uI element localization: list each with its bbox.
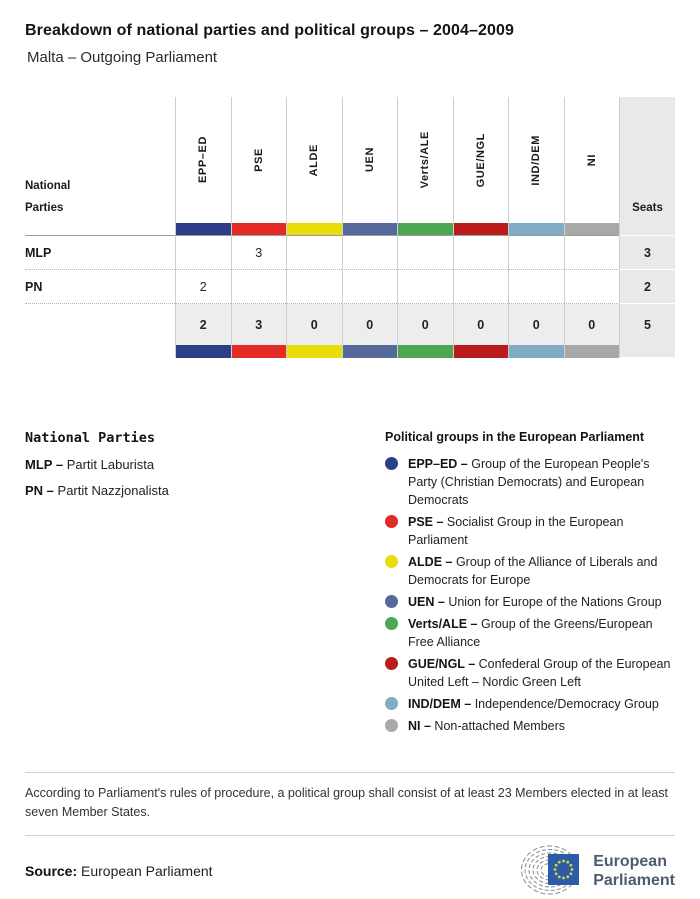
legend-item-verts-ale-name: Group of the Greens/European Free Alliance (408, 617, 653, 649)
column-header-alde-label: ALDE (308, 143, 321, 177)
legend-item-verts-ale-text (408, 615, 680, 651)
total-verts-ale: 0 (397, 304, 453, 345)
row-header-line2: Parties (25, 202, 64, 214)
cell-mlp-uen (342, 236, 398, 270)
ep-hemicycle-icon (521, 844, 585, 898)
table-row-mlp (25, 236, 675, 270)
page-title: Breakdown of national parties and political groups – 2004–2009 (25, 22, 515, 39)
legend-item-ni-name: Non-attached Members (434, 719, 566, 733)
cell-pn-pse (231, 270, 287, 304)
column-header-uen (342, 97, 398, 223)
ni-color-bar (564, 223, 620, 236)
column-header-epp-ed-label: EPP–ED (197, 136, 210, 184)
legend-item-verts-ale-abbr: Verts/ALE – (408, 617, 478, 631)
total-alde: 0 (286, 304, 342, 345)
column-header-ni-label: NI (585, 153, 598, 167)
national-parties-legend (25, 430, 385, 739)
cell-mlp-seats: 3 (619, 236, 675, 270)
seats-column-header: Seats (619, 97, 675, 223)
legend-item-gue-ngl (385, 655, 680, 691)
party-label-pn: PN (25, 270, 175, 304)
source-label: Source: (25, 863, 78, 879)
total-gue-ngl: 0 (453, 304, 509, 345)
legend-item-pse-name: Socialist Group in the European Parliament (408, 515, 624, 547)
column-header-verts-ale (397, 97, 453, 223)
source-value: European Parliament (81, 863, 213, 879)
cell-pn-epp-ed: 2 (175, 270, 231, 304)
total-ni: 0 (564, 304, 620, 345)
legend-item-mlp (25, 457, 385, 472)
uen-color-bar (342, 223, 398, 236)
ind-dem-legend-dot-icon (385, 697, 398, 710)
legend-item-alde (385, 553, 680, 589)
cell-pn-seats: 2 (619, 270, 675, 304)
cell-mlp-gue-ngl (453, 236, 509, 270)
column-header-ind-dem-label: IND/DEM (530, 134, 543, 186)
parties-groups-table (25, 97, 675, 358)
ep-logo-text (593, 852, 675, 890)
footnote-text: According to Parliament's rules of procedure, a political group shall consist of at least 23 Members elected in at least seven Member States. (25, 786, 668, 819)
gue-ngl-color-bar (453, 223, 509, 236)
ind-dem-color-bar-bottom (508, 345, 564, 358)
seats-bar-spacer-bottom (619, 345, 675, 358)
legend-item-pse-abbr: PSE – (408, 515, 444, 529)
legend-item-uen-text (408, 593, 680, 611)
cell-pn-ind-dem (508, 270, 564, 304)
row-header-line1: National (25, 180, 71, 192)
color-bar-spacer-bottom (25, 345, 175, 358)
column-header-gue-ngl (453, 97, 509, 223)
party-label-mlp: MLP (25, 236, 175, 270)
legend-item-pse-text (408, 513, 680, 549)
table-row-pn (25, 270, 675, 304)
alde-legend-dot-icon (385, 555, 398, 568)
table-row-totals (25, 304, 675, 345)
cell-pn-uen (342, 270, 398, 304)
pse-color-bar (231, 223, 287, 236)
european-parliament-logo (521, 844, 675, 898)
legend-item-mlp-name: Partit Laburista (66, 457, 155, 472)
totals-label-cell (25, 304, 175, 345)
cell-pn-verts-ale (397, 270, 453, 304)
column-header-verts-ale-label: Verts/ALE (419, 131, 432, 189)
legend-item-ind-dem (385, 695, 680, 713)
legend-item-gue-ngl-abbr: GUE/NGL – (408, 657, 476, 671)
column-header-alde (286, 97, 342, 223)
legend-item-pse (385, 513, 680, 549)
ep-logo-text-line1: European (593, 853, 667, 870)
legend-item-ind-dem-abbr: IND/DEM – (408, 697, 472, 711)
epp-ed-color-bar (175, 223, 231, 236)
political-groups-legend (385, 430, 680, 739)
legend-item-ni-text (408, 717, 680, 735)
cell-pn-alde (286, 270, 342, 304)
legend-item-gue-ngl-name: Confederal Group of the European United Left – Nordic Green Left (408, 657, 671, 689)
cell-mlp-pse: 3 (231, 236, 287, 270)
legends-section (25, 430, 675, 739)
footer (25, 844, 675, 898)
total-epp-ed: 2 (175, 304, 231, 345)
political-groups-legend-heading: Political groups in the European Parliament (385, 430, 645, 444)
epp-ed-legend-dot-icon (385, 457, 398, 470)
legend-item-pn (25, 483, 385, 498)
legend-item-alde-text (408, 553, 680, 589)
legend-item-pn-abbr: PN – (25, 483, 54, 498)
column-header-gue-ngl-label: GUE/NGL (474, 132, 487, 188)
legend-item-mlp-abbr: MLP – (25, 457, 64, 472)
column-header-ind-dem (508, 97, 564, 223)
cell-mlp-epp-ed (175, 236, 231, 270)
cell-mlp-ni (564, 236, 620, 270)
legend-item-verts-ale (385, 615, 680, 651)
infographic-page (0, 22, 700, 898)
page-subtitle: Malta – Outgoing Parliament (27, 49, 218, 66)
alde-color-bar (286, 223, 342, 236)
legend-item-uen (385, 593, 680, 611)
legend-item-epp-ed-text (408, 455, 680, 509)
column-header-pse-label: PSE (252, 148, 265, 172)
pse-color-bar-bottom (231, 345, 287, 358)
legend-item-ind-dem-name: Independence/Democracy Group (474, 697, 659, 711)
cell-mlp-ind-dem (508, 236, 564, 270)
total-seats: 5 (619, 304, 675, 345)
group-color-bar-row-top (25, 223, 675, 236)
legend-item-gue-ngl-text (408, 655, 680, 691)
footnote-section (25, 772, 675, 836)
column-header-pse (231, 97, 287, 223)
legend-item-epp-ed-name: Group of the European People's Party (Christian Democrats) and European Democrats (408, 457, 650, 507)
color-bar-spacer (25, 223, 175, 236)
table-header-row (25, 97, 675, 223)
cell-pn-ni (564, 270, 620, 304)
alde-color-bar-bottom (286, 345, 342, 358)
uen-legend-dot-icon (385, 595, 398, 608)
legend-item-epp-ed (385, 455, 680, 509)
ep-logo-text-line2: Parliament (593, 872, 675, 889)
ind-dem-color-bar (508, 223, 564, 236)
legend-item-pn-name: Partit Nazzjonalista (57, 483, 169, 498)
pse-legend-dot-icon (385, 515, 398, 528)
legend-item-ni-abbr: NI – (408, 719, 431, 733)
verts-ale-color-bar (397, 223, 453, 236)
legend-item-alde-name: Group of the Alliance of Liberals and Democrats for Europe (408, 555, 658, 587)
national-parties-legend-heading: National Parties (25, 430, 156, 446)
ni-color-bar-bottom (564, 345, 620, 358)
seats-bar-spacer (619, 223, 675, 236)
legend-item-alde-abbr: ALDE – (408, 555, 453, 569)
total-uen: 0 (342, 304, 398, 345)
legend-item-epp-ed-abbr: EPP–ED – (408, 457, 468, 471)
total-pse: 3 (231, 304, 287, 345)
cell-mlp-alde (286, 236, 342, 270)
verts-ale-color-bar-bottom (397, 345, 453, 358)
legend-item-uen-name: Union for Europe of the Nations Group (448, 595, 662, 609)
epp-ed-color-bar-bottom (175, 345, 231, 358)
legend-item-uen-abbr: UEN – (408, 595, 445, 609)
column-header-ni (564, 97, 620, 223)
gue-ngl-color-bar-bottom (453, 345, 509, 358)
uen-color-bar-bottom (342, 345, 398, 358)
legend-item-ni (385, 717, 680, 735)
ni-legend-dot-icon (385, 719, 398, 732)
group-color-bar-row-bottom (25, 345, 675, 358)
column-header-uen-label: UEN (363, 147, 376, 173)
cell-mlp-verts-ale (397, 236, 453, 270)
gue-ngl-legend-dot-icon (385, 657, 398, 670)
total-ind-dem: 0 (508, 304, 564, 345)
row-header-cell (25, 97, 175, 223)
verts-ale-legend-dot-icon (385, 617, 398, 630)
legend-item-ind-dem-text (408, 695, 680, 713)
column-header-epp-ed (175, 97, 231, 223)
cell-pn-gue-ngl (453, 270, 509, 304)
